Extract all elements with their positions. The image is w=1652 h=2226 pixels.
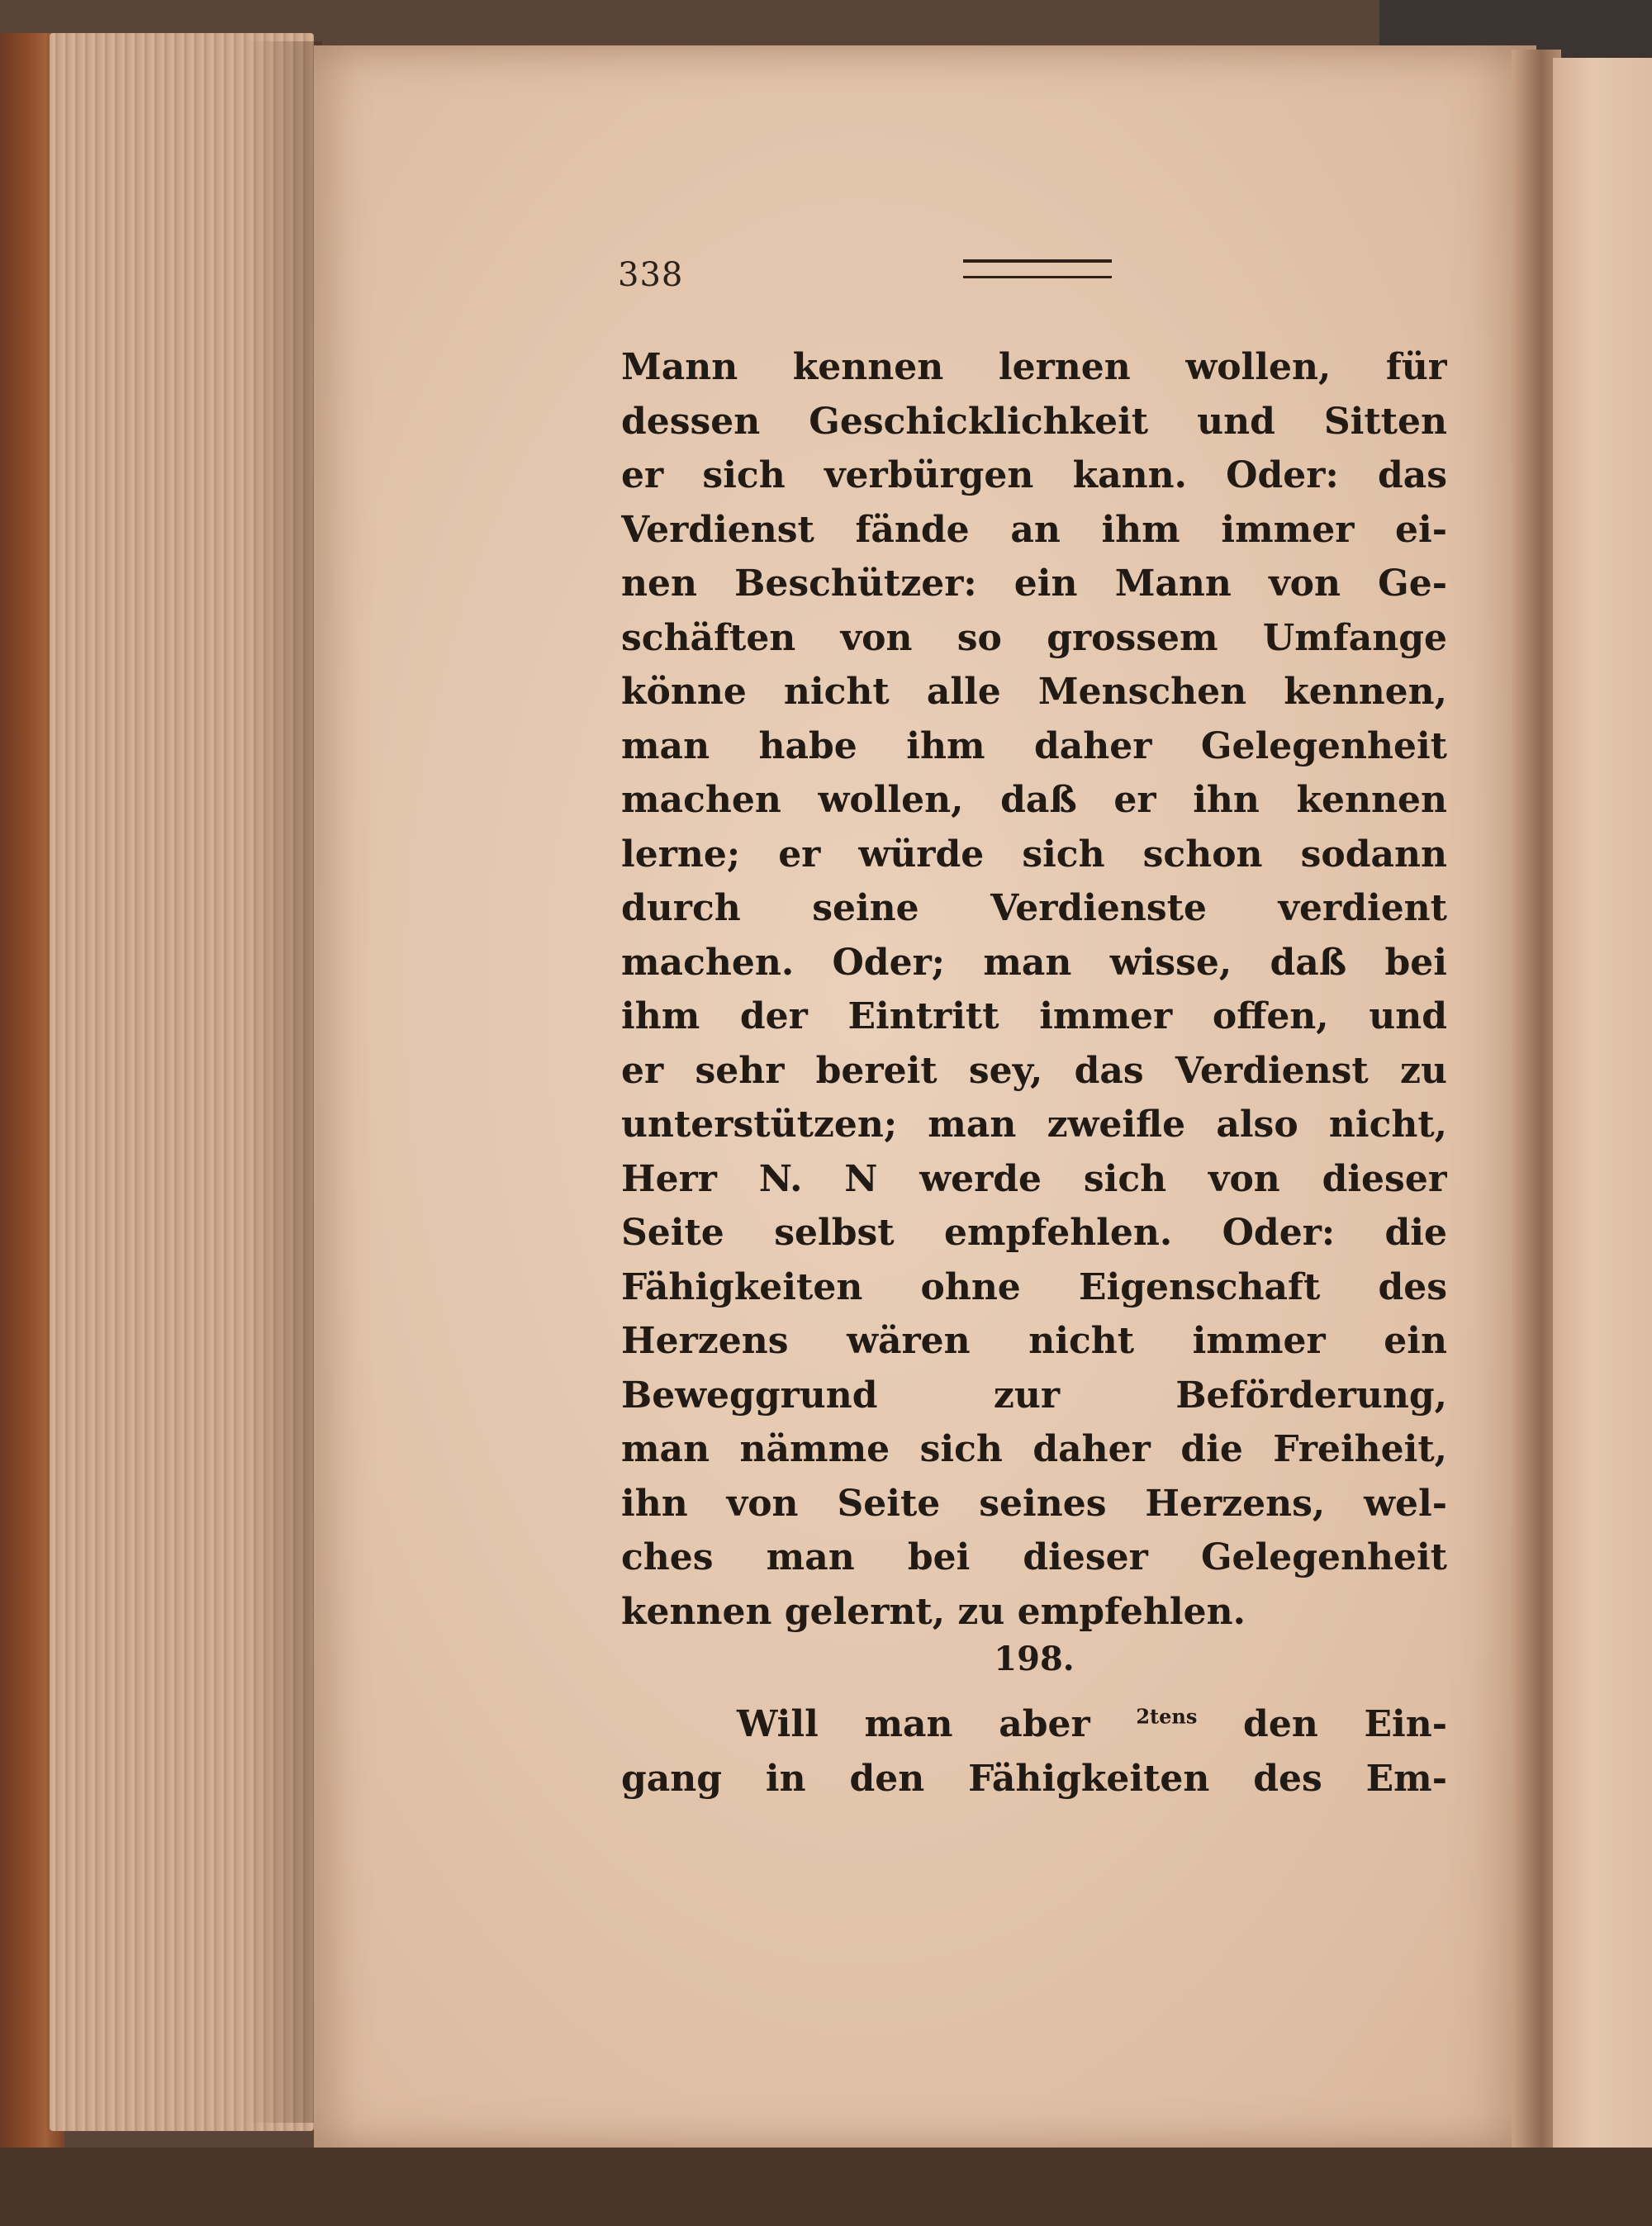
text-line: dessen Geschicklichkeit und Sitten xyxy=(621,400,1447,443)
text-line: Mann kennen lernen wollen, für xyxy=(621,346,1447,388)
text-line: lerne; er würde sich schon sodann xyxy=(621,833,1447,876)
section-number: 198. xyxy=(994,1640,1075,1678)
text-line: Herr N. N werde sich von dieser xyxy=(621,1157,1447,1200)
text-line: ihm der Eintritt immer offen, und xyxy=(621,995,1447,1037)
paragraph-next-line-2: gang in den Fähigkeiten des Em- xyxy=(621,1757,1447,1800)
text-line: er sehr bereit sey, das Verdienst zu xyxy=(621,1049,1447,1092)
text-line: Fähigkeiten ohne Eigenschaft des xyxy=(621,1265,1447,1308)
text-line: er sich verbürgen kann. Oder: das xyxy=(621,454,1447,496)
text-line: nen Beschützer: ein Mann von Ge- xyxy=(621,562,1447,605)
paragraph-next xyxy=(621,1697,1447,1806)
scan-bottom xyxy=(0,2148,1652,2226)
ordinal-superscript: 2tens xyxy=(1136,1704,1198,1729)
text-line: Herzens wären nicht immer ein xyxy=(621,1320,1447,1362)
text-line: unterstützen; man zweifle also nicht, xyxy=(621,1104,1447,1146)
text-line: ches man bei dieser Gelegenheit xyxy=(621,1536,1447,1578)
text-line: kennen gelernt, zu empfehlen. xyxy=(621,1590,1246,1633)
text-line: Seite selbst empfehlen. Oder: die xyxy=(621,1212,1447,1254)
text-line: Verdienst fände an ihm immer ei- xyxy=(621,508,1447,551)
header-rule xyxy=(963,259,1112,278)
text-line: machen. Oder; man wisse, daß bei xyxy=(621,941,1447,984)
text-line: durch seine Verdienste verdient xyxy=(621,887,1447,929)
text-line: schäften von so grossem Umfange xyxy=(621,616,1447,659)
page-edges-shadow xyxy=(248,41,322,2123)
text-line: ihn von Seite seines Herzens, wel- xyxy=(621,1482,1447,1525)
text-line: könne nicht alle Menschen kennen, xyxy=(621,671,1447,713)
page-header xyxy=(618,256,1444,306)
text-line: man nämme sich daher die Freiheit, xyxy=(621,1428,1447,1470)
text-line: Beweggrund zur Beförderung, xyxy=(621,1374,1447,1417)
text-line: machen wollen, daß er ihn kennen xyxy=(621,779,1447,821)
page-number: 338 xyxy=(618,256,684,294)
paragraph-body xyxy=(621,340,1447,1639)
text-line: man habe ihm daher Gelegenheit xyxy=(621,724,1447,767)
text-run: den Ein- xyxy=(1197,1703,1447,1745)
text-run: Will man aber xyxy=(737,1703,1137,1745)
paragraph-next-line-1 xyxy=(621,1697,1447,1752)
facing-page xyxy=(1553,58,1652,2156)
